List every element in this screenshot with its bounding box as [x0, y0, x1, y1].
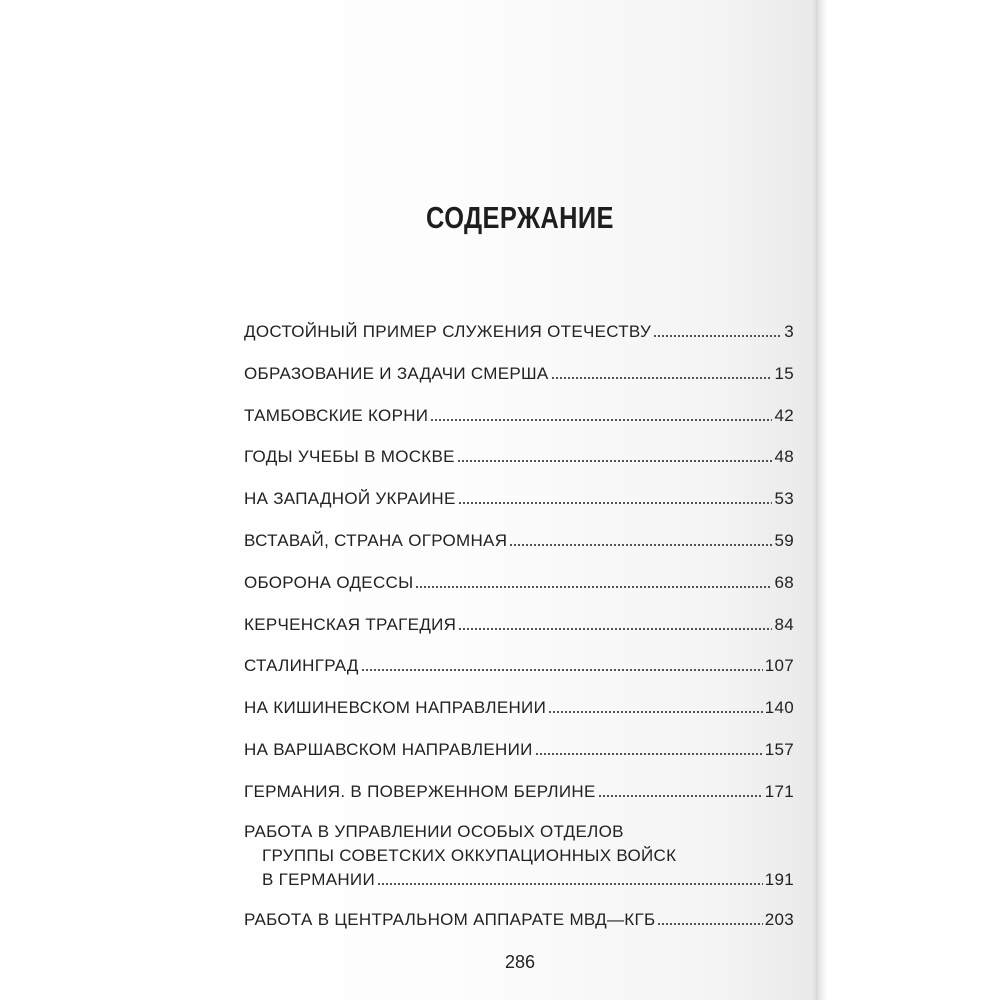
toc-entry-text: ГОДЫ УЧЕБЫ В МОСКВЕ — [244, 447, 455, 467]
dot-leader — [598, 795, 763, 797]
toc-entry-page: 68 — [774, 572, 794, 592]
dot-leader — [551, 377, 773, 379]
dot-leader — [653, 335, 782, 337]
dot-leader — [415, 586, 772, 588]
dot-leader — [377, 883, 763, 885]
toc-entry-page: 157 — [764, 739, 794, 759]
page-edge-shadow — [812, 0, 828, 1000]
dot-leader — [361, 669, 763, 671]
toc-entry — [244, 656, 794, 698]
toc-entry-page: 59 — [774, 530, 794, 550]
toc-entry — [244, 910, 794, 952]
toc-entry-page: 3 — [784, 322, 794, 341]
dot-leader — [457, 460, 773, 462]
toc-entry-text: НА КИШИНЕВСКОМ НАПРАВЛЕНИИ — [244, 698, 547, 718]
toc-entry — [244, 698, 794, 740]
toc-entry-text: ТАМБОВСКИЕ КОРНИ — [244, 405, 429, 425]
toc-entry-last-line — [244, 870, 794, 894]
toc-entry-text-line1: РАБОТА В УПРАВЛЕНИИ ОСОБЫХ ОТДЕЛОВ — [244, 821, 624, 841]
toc-multiline-entry — [244, 822, 794, 894]
toc-entry-page: 107 — [764, 656, 794, 676]
contents-title: СОДЕРЖАНИЕ — [426, 200, 614, 235]
toc-entry-text: ГЕРМАНИЯ. В ПОВЕРЖЕННОМ БЕРЛИНЕ — [244, 781, 596, 801]
toc-entry — [244, 782, 794, 824]
toc-entry-page: 84 — [774, 614, 794, 634]
toc-entry — [244, 447, 794, 489]
toc-entry-text: НА ВАРШАВСКОМ НАПРАВЛЕНИИ — [244, 739, 533, 759]
toc-entry-page: 53 — [774, 489, 794, 509]
page-number: 286 — [504, 952, 536, 972]
table-of-contents — [244, 322, 794, 951]
toc-entry-page: 48 — [774, 447, 794, 467]
toc-entry — [244, 364, 794, 406]
toc-entry — [244, 573, 794, 615]
toc-entry — [244, 489, 794, 531]
dot-leader — [430, 419, 772, 421]
toc-entry — [244, 531, 794, 573]
dot-leader — [548, 711, 763, 713]
dot-leader — [535, 753, 763, 755]
toc-entry-page: 15 — [774, 363, 794, 383]
toc-entry — [244, 322, 794, 364]
dot-leader — [458, 628, 772, 630]
toc-entry — [244, 406, 794, 448]
toc-entry — [244, 740, 794, 782]
toc-entry-text: РАБОТА В ЦЕНТРАЛЬНОМ АППАРАТЕ МВД—КГБ — [244, 909, 656, 929]
toc-entry-text: СТАЛИНГРАД — [244, 656, 359, 676]
toc-entry-text-line2: ГРУППЫ СОВЕТСКИХ ОККУПАЦИОННЫХ ВОЙСК — [262, 845, 677, 865]
toc-entry-text: ДОСТОЙНЫЙ ПРИМЕР СЛУЖЕНИЯ ОТЕЧЕСТВУ — [244, 322, 652, 341]
toc-entry-text: ОБОРОНА ОДЕССЫ — [244, 572, 414, 592]
toc-entry-text: НА ЗАПАДНОЙ УКРАИНЕ — [244, 489, 456, 509]
dot-leader — [657, 923, 762, 925]
dot-leader — [458, 502, 773, 504]
toc-entry-text: КЕРЧЕНСКАЯ ТРАГЕДИЯ — [244, 614, 457, 634]
toc-entry — [244, 615, 794, 657]
toc-entry-page: 140 — [764, 698, 794, 718]
toc-entry-page: 42 — [774, 405, 794, 425]
dot-leader — [509, 544, 772, 546]
toc-entry-text: ВСТАВАЙ, СТРАНА ОГРОМНАЯ — [244, 530, 508, 550]
toc-entry-page: 203 — [764, 909, 794, 929]
toc-entry-page: 171 — [764, 781, 794, 801]
toc-entry-text: ОБРАЗОВАНИЕ И ЗАДАЧИ СМЕРША — [244, 363, 549, 383]
toc-entry-page: 191 — [764, 869, 794, 889]
toc-entry-text-line3: В ГЕРМАНИИ — [262, 869, 375, 889]
